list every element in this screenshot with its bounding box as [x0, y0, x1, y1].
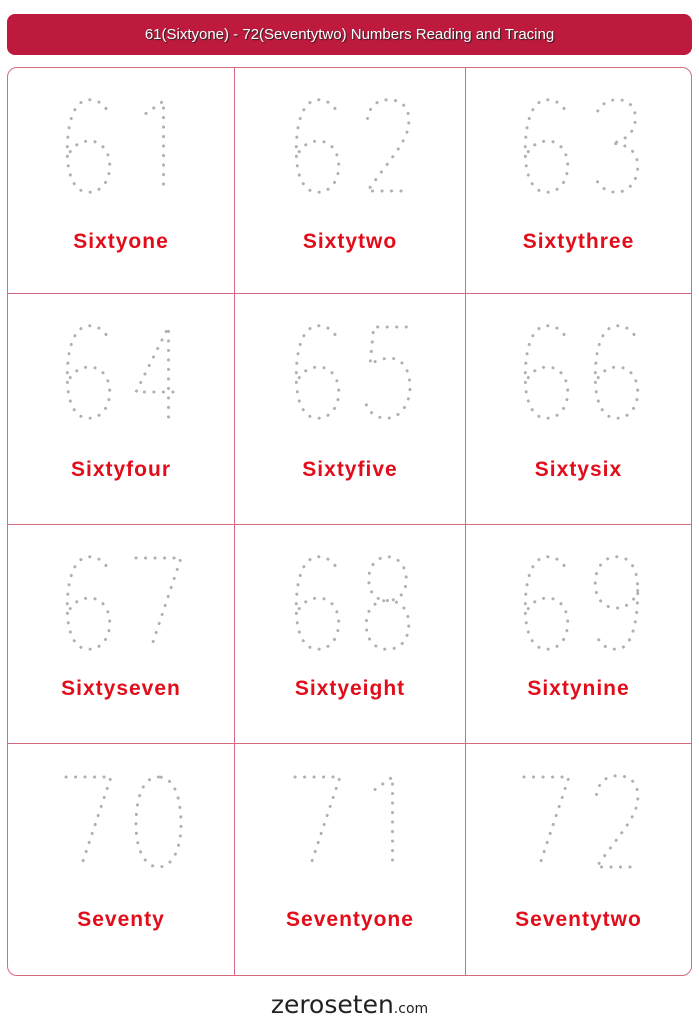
number-word: Sixtynine [527, 677, 630, 700]
page-title: 61(Sixtyone) - 72(Seventytwo) Numbers Reading and Tracing [144, 26, 555, 43]
dotted-number-63-icon [466, 96, 691, 196]
dotted-number-68-icon [235, 553, 465, 653]
number-word: Sixtyeight [294, 677, 406, 700]
dotted-number-64-icon [8, 322, 234, 422]
dotted-number-72-icon [466, 772, 691, 872]
dotted-number-67-icon [8, 553, 234, 653]
site-footer [0, 990, 699, 1019]
number-card-70 [8, 744, 235, 975]
page-title-banner [7, 14, 692, 55]
number-card-69 [466, 525, 691, 744]
number-card-64 [8, 294, 235, 525]
number-card-68 [235, 525, 466, 744]
number-card-71 [235, 744, 466, 975]
number-word: Seventy [77, 908, 165, 931]
number-word: Sixtysix [534, 458, 623, 481]
brand-tld: .com [393, 1001, 429, 1017]
number-word: Sixtyone [73, 230, 169, 253]
number-word: Sixtyfour [70, 458, 171, 481]
number-card-67 [8, 525, 235, 744]
brand-name: zeroseten [270, 990, 394, 1019]
number-card-62 [235, 68, 466, 294]
number-word: Sixtythree [522, 230, 635, 253]
number-card-65 [235, 294, 466, 525]
dotted-number-69-icon [466, 553, 691, 653]
dotted-number-66-icon [466, 322, 691, 422]
number-cards-grid [7, 67, 692, 976]
number-card-72 [466, 744, 691, 975]
dotted-number-70-icon [8, 772, 234, 872]
number-word: Seventyone [286, 908, 414, 931]
number-card-66 [466, 294, 691, 525]
dotted-number-62-icon [235, 96, 465, 196]
number-word: Sixtyfive [302, 458, 398, 481]
dotted-number-61-icon [8, 96, 234, 196]
number-word: Seventytwo [515, 908, 642, 931]
number-card-61 [8, 68, 235, 294]
number-card-63 [466, 68, 691, 294]
dotted-number-71-icon [235, 772, 465, 872]
number-word: Sixtytwo [302, 230, 398, 253]
number-word: Sixtyseven [61, 677, 181, 700]
dotted-number-65-icon [235, 322, 465, 422]
